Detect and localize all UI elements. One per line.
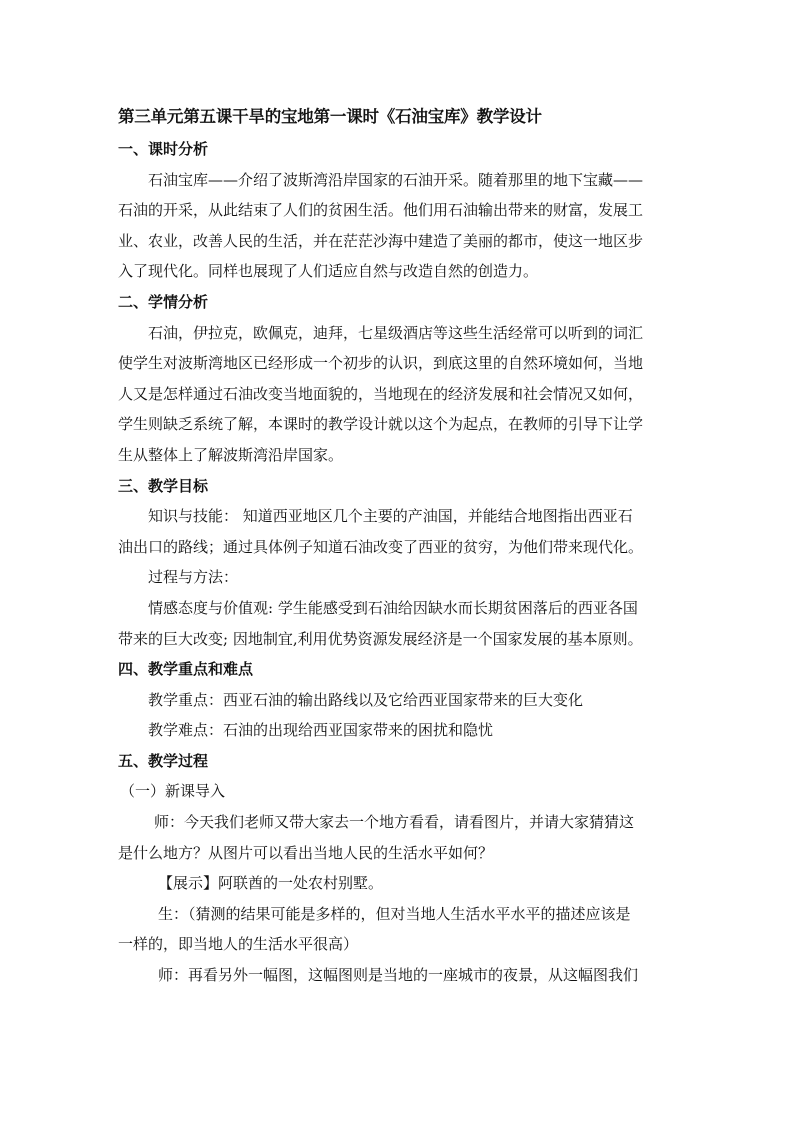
- section-course-analysis: [118, 134, 678, 287]
- section-learner-analysis: [118, 287, 678, 471]
- section-teaching-goals: [118, 471, 678, 655]
- section-heading: 四、教学重点和难点: [118, 660, 254, 679]
- section-key-points: [118, 654, 678, 746]
- paragraph-line: 石油，伊拉克，欧佩克，迪拜，七星级酒店等这些生活经常可以听到的词汇: [148, 323, 644, 342]
- paragraph-line: 人又是怎样通过石油改变当地面貌的，当地现在的经济发展和社会情况又如何，: [118, 384, 644, 403]
- paragraph-line: 生：（猜测的结果可能是多样的，但对当地人生活水平水平的描述应该是: [158, 904, 631, 923]
- paragraph-line: 使学生对波斯湾地区已经形成一个初步的认识，到底这里的自然环境如何，当地: [118, 354, 644, 373]
- paragraph-line: 石油宝库——介绍了波斯湾沿岸国家的石油开采。随着那里的地下宝藏——: [148, 170, 644, 189]
- paragraph-line: 过程与方法：: [148, 568, 239, 587]
- paragraph-line: 教学重点：西亚石油的输出路线以及它给西亚国家带来的巨大变化: [148, 690, 584, 709]
- section-heading: 二、学情分析: [118, 292, 209, 311]
- section-heading: 三、教学目标: [118, 476, 209, 495]
- paragraph-line: 是什么地方？从图片可以看出当地人民的生活水平如何？: [118, 843, 494, 862]
- paragraph-line: 入了现代化。同样也展现了人们适应自然与改造自然的创造力。: [118, 262, 539, 281]
- paragraph-line: 石油的开采，从此结束了人们的贫困生活。他们用石油输出带来的财富，发展工: [118, 201, 644, 220]
- paragraph-line: 生从整体上了解波斯湾沿岸国家。: [118, 445, 344, 464]
- document-title: 第三单元第五课干旱的宝地第一课时《石油宝库》教学设计: [118, 107, 542, 126]
- document-page: [118, 100, 678, 991]
- paragraph-line: 一样的，即当地人的生活水平很高）: [118, 935, 359, 954]
- section-heading: 一、课时分析: [118, 140, 209, 158]
- paragraph-line: 情感态度与价值观: 学生能感受到石油给因缺水而长期贫困落后的西亚各国: [148, 598, 638, 617]
- section-heading: 五、教学过程: [118, 751, 209, 770]
- paragraph-line: 师：再看另外一幅图，这幅图则是当地的一座城市的夜景，从这幅图我们: [158, 966, 639, 985]
- paragraph-line: 带来的巨大改变; 因地制宜,利用优势资源发展经济是一个国家发展的基本原则。: [118, 629, 643, 648]
- paragraph-line: 师：今天我们老师又带大家去一个地方看看，请看图片，并请大家猜猜这: [154, 813, 635, 832]
- section-teaching-process: [118, 746, 678, 991]
- paragraph-line: 业、农业，改善人民的生活，并在茫茫沙海中建造了美丽的都市，使这一地区步: [118, 231, 644, 250]
- paragraph-line: 油出口的路线；通过具体例子知道石油改变了西亚的贫穷，为他们带来现代化。: [118, 537, 644, 556]
- paragraph-line: 【展示】阿联酋的一处农村别墅。: [158, 874, 384, 893]
- paragraph-line: 知识与技能： 知道西亚地区几个主要的产油国，并能结合地图指出西亚石: [148, 507, 633, 526]
- paragraph-line: 教学难点：石油的出现给西亚国家带来的困扰和隐忧: [148, 721, 494, 740]
- subsection-heading: （一）新课导入: [120, 782, 226, 801]
- paragraph-line: 学生则缺乏系统了解，本课时的教学设计就以这个为起点，在教师的引导下让学: [118, 415, 644, 434]
